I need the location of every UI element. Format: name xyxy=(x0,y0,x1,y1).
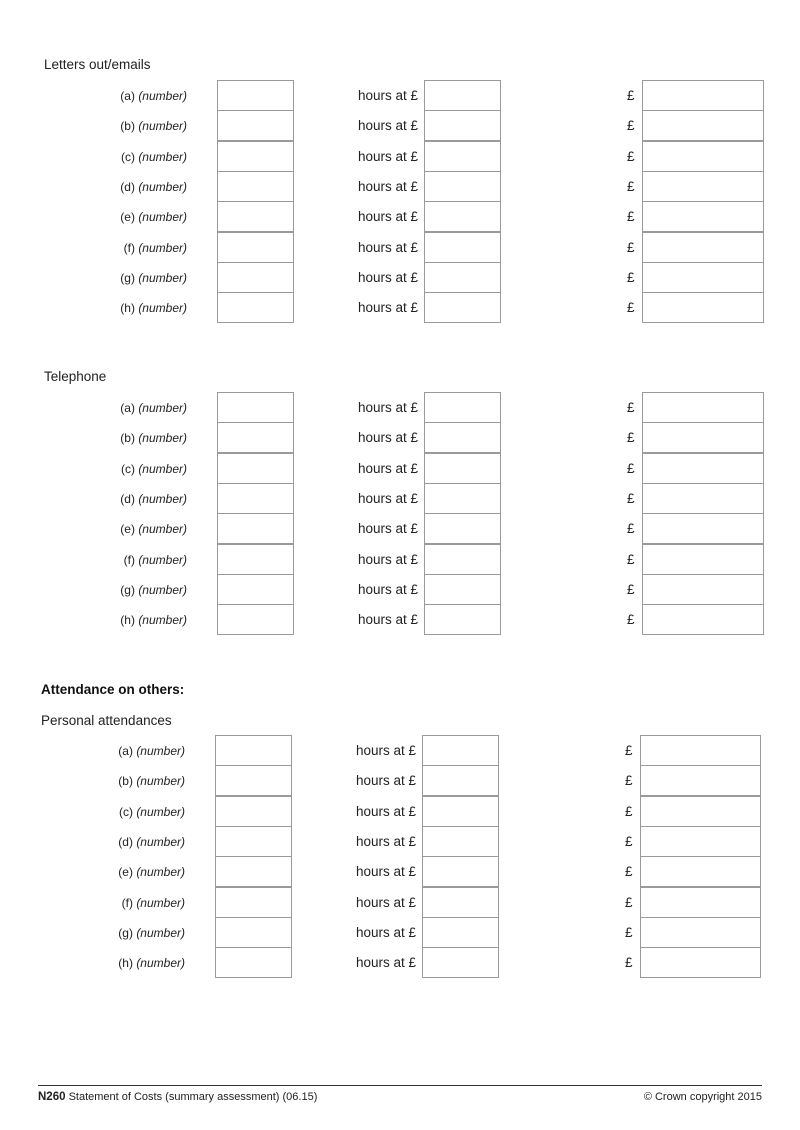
row-hint: (number) xyxy=(138,553,187,567)
row-letter: (b) xyxy=(118,774,133,788)
hours-at-label: hours at £ xyxy=(356,925,417,940)
hourly-rate-input[interactable] xyxy=(422,947,499,978)
row-label xyxy=(37,89,187,103)
hours-at-label: hours at £ xyxy=(358,400,419,415)
row-label xyxy=(35,926,185,940)
row-letter: (d) xyxy=(120,492,135,506)
footer-form-label xyxy=(38,1091,317,1103)
amount-input[interactable] xyxy=(642,574,764,605)
hourly-rate-input[interactable] xyxy=(424,201,501,232)
amount-input[interactable] xyxy=(642,80,764,111)
row-hint: (number) xyxy=(136,956,185,970)
amount-input[interactable] xyxy=(642,544,764,575)
hourly-rate-input[interactable] xyxy=(424,604,501,635)
hours-at-label: hours at £ xyxy=(356,773,417,788)
row-letter: (a) xyxy=(120,401,135,415)
amount-input[interactable] xyxy=(642,141,764,172)
row-letter: (c) xyxy=(120,150,135,164)
row-hint: (number) xyxy=(138,89,187,103)
number-input[interactable] xyxy=(217,453,294,484)
hourly-rate-input[interactable] xyxy=(424,232,501,263)
pound-sign: £ xyxy=(627,300,635,315)
number-input[interactable] xyxy=(215,917,292,948)
row-letter: (c) xyxy=(120,462,135,476)
number-input[interactable] xyxy=(215,887,292,918)
row-hint: (number) xyxy=(138,150,187,164)
amount-input[interactable] xyxy=(640,887,761,918)
hours-at-label: hours at £ xyxy=(358,209,419,224)
row-hint: (number) xyxy=(136,865,185,879)
footer-copyright: © Crown copyright 2015 xyxy=(643,1091,762,1103)
section-title-telephone: Telephone xyxy=(44,369,107,384)
hourly-rate-input[interactable] xyxy=(422,917,499,948)
row-hint: (number) xyxy=(138,119,187,133)
pound-sign: £ xyxy=(625,955,633,970)
amount-input[interactable] xyxy=(642,453,764,484)
number-input[interactable] xyxy=(217,110,294,141)
row-letter: (b) xyxy=(120,119,135,133)
row-hint: (number) xyxy=(136,744,185,758)
hours-at-label: hours at £ xyxy=(358,179,419,194)
number-input[interactable] xyxy=(215,796,292,827)
row-letter: (d) xyxy=(118,835,133,849)
row-letter: (g) xyxy=(120,583,135,597)
row-hint: (number) xyxy=(138,301,187,315)
row-label xyxy=(37,271,187,285)
number-input[interactable] xyxy=(217,232,294,263)
amount-input[interactable] xyxy=(640,826,761,857)
hours-at-label: hours at £ xyxy=(358,582,419,597)
row-letter: (c) xyxy=(118,805,133,819)
pound-sign: £ xyxy=(627,209,635,224)
number-input[interactable] xyxy=(215,765,292,796)
row-label xyxy=(35,744,185,758)
pound-sign: £ xyxy=(625,925,633,940)
row-label xyxy=(37,553,187,567)
row-label xyxy=(37,180,187,194)
pound-sign: £ xyxy=(627,88,635,103)
amount-input[interactable] xyxy=(642,604,764,635)
hourly-rate-input[interactable] xyxy=(424,141,501,172)
hourly-rate-input[interactable] xyxy=(424,392,501,423)
number-input[interactable] xyxy=(217,513,294,544)
hours-at-label: hours at £ xyxy=(358,612,419,627)
amount-input[interactable] xyxy=(640,765,761,796)
section-heading-attendance: Attendance on others: xyxy=(41,682,185,697)
amount-input[interactable] xyxy=(642,262,764,293)
number-input[interactable] xyxy=(217,262,294,293)
row-letter: (h) xyxy=(120,301,135,315)
amount-input[interactable] xyxy=(642,171,764,202)
row-letter: (g) xyxy=(118,926,133,940)
hours-at-label: hours at £ xyxy=(356,864,417,879)
row-letter: (f) xyxy=(123,241,135,255)
hourly-rate-input[interactable] xyxy=(424,110,501,141)
hourly-rate-input[interactable] xyxy=(424,80,501,111)
hours-at-label: hours at £ xyxy=(358,461,419,476)
hours-at-label: hours at £ xyxy=(358,118,419,133)
row-hint: (number) xyxy=(136,896,185,910)
pound-sign: £ xyxy=(627,461,635,476)
row-label xyxy=(37,150,187,164)
row-label xyxy=(37,119,187,133)
row-letter: (e) xyxy=(120,210,135,224)
hourly-rate-input[interactable] xyxy=(424,171,501,202)
pound-sign: £ xyxy=(625,804,633,819)
hours-at-label: hours at £ xyxy=(358,149,419,164)
hours-at-label: hours at £ xyxy=(358,521,419,536)
pound-sign: £ xyxy=(625,895,633,910)
pound-sign: £ xyxy=(625,773,633,788)
row-hint: (number) xyxy=(136,774,185,788)
hours-at-label: hours at £ xyxy=(358,300,419,315)
amount-input[interactable] xyxy=(642,392,764,423)
hourly-rate-input[interactable] xyxy=(422,796,499,827)
row-label xyxy=(35,774,185,788)
hourly-rate-input[interactable] xyxy=(424,483,501,514)
hourly-rate-input[interactable] xyxy=(422,735,499,766)
section-title-personal-attendances: Personal attendances xyxy=(41,713,172,728)
amount-input[interactable] xyxy=(642,513,764,544)
hourly-rate-input[interactable] xyxy=(424,262,501,293)
row-letter: (h) xyxy=(120,613,135,627)
number-input[interactable] xyxy=(217,574,294,605)
hourly-rate-input[interactable] xyxy=(424,292,501,323)
hours-at-label: hours at £ xyxy=(356,804,417,819)
row-hint: (number) xyxy=(138,613,187,627)
row-hint: (number) xyxy=(138,431,187,445)
row-hint: (number) xyxy=(138,241,187,255)
row-letter: (h) xyxy=(118,956,133,970)
row-label xyxy=(37,301,187,315)
pound-sign: £ xyxy=(627,521,635,536)
row-label xyxy=(37,241,187,255)
pound-sign: £ xyxy=(625,864,633,879)
row-hint: (number) xyxy=(138,492,187,506)
pound-sign: £ xyxy=(627,430,635,445)
row-letter: (f) xyxy=(123,553,135,567)
hourly-rate-input[interactable] xyxy=(424,544,501,575)
amount-input[interactable] xyxy=(640,947,761,978)
hourly-rate-input[interactable] xyxy=(424,422,501,453)
number-input[interactable] xyxy=(217,292,294,323)
number-input[interactable] xyxy=(215,826,292,857)
hourly-rate-input[interactable] xyxy=(424,453,501,484)
row-hint: (number) xyxy=(138,210,187,224)
pound-sign: £ xyxy=(627,270,635,285)
row-hint: (number) xyxy=(138,583,187,597)
row-letter: (d) xyxy=(120,180,135,194)
hours-at-label: hours at £ xyxy=(358,88,419,103)
pound-sign: £ xyxy=(627,149,635,164)
number-input[interactable] xyxy=(215,735,292,766)
number-input[interactable] xyxy=(215,947,292,978)
amount-input[interactable] xyxy=(640,917,761,948)
footer-form-code: N260 xyxy=(38,1091,66,1103)
hours-at-label: hours at £ xyxy=(358,270,419,285)
row-letter: (b) xyxy=(120,431,135,445)
number-input[interactable] xyxy=(217,80,294,111)
row-hint: (number) xyxy=(138,522,187,536)
pound-sign: £ xyxy=(627,400,635,415)
pound-sign: £ xyxy=(625,834,633,849)
row-label xyxy=(37,522,187,536)
row-letter: (a) xyxy=(118,744,133,758)
row-hint: (number) xyxy=(138,401,187,415)
number-input[interactable] xyxy=(217,422,294,453)
amount-input[interactable] xyxy=(642,232,764,263)
amount-input[interactable] xyxy=(640,856,761,887)
number-input[interactable] xyxy=(217,604,294,635)
row-label xyxy=(35,896,185,910)
row-letter: (e) xyxy=(118,865,133,879)
hours-at-label: hours at £ xyxy=(358,552,419,567)
pound-sign: £ xyxy=(627,582,635,597)
row-label xyxy=(37,431,187,445)
row-hint: (number) xyxy=(136,805,185,819)
pound-sign: £ xyxy=(627,491,635,506)
footer-rule xyxy=(38,1085,762,1086)
hourly-rate-input[interactable] xyxy=(422,887,499,918)
row-label xyxy=(35,805,185,819)
pound-sign: £ xyxy=(627,552,635,567)
hourly-rate-input[interactable] xyxy=(424,513,501,544)
hourly-rate-input[interactable] xyxy=(422,856,499,887)
row-label xyxy=(37,492,187,506)
row-letter: (e) xyxy=(120,522,135,536)
section-title-letters: Letters out/emails xyxy=(44,57,151,72)
pound-sign: £ xyxy=(627,118,635,133)
row-hint: (number) xyxy=(136,926,185,940)
row-label xyxy=(37,210,187,224)
number-input[interactable] xyxy=(217,141,294,172)
footer-form-title: Statement of Costs (summary assessment) (06.15) xyxy=(68,1091,318,1103)
row-hint: (number) xyxy=(138,271,187,285)
row-label xyxy=(37,401,187,415)
hours-at-label: hours at £ xyxy=(356,834,417,849)
row-letter: (f) xyxy=(121,896,133,910)
pound-sign: £ xyxy=(625,743,633,758)
row-hint: (number) xyxy=(136,835,185,849)
number-input[interactable] xyxy=(217,201,294,232)
row-label xyxy=(35,956,185,970)
row-label xyxy=(37,583,187,597)
hours-at-label: hours at £ xyxy=(358,240,419,255)
hours-at-label: hours at £ xyxy=(358,491,419,506)
amount-input[interactable] xyxy=(642,483,764,514)
hours-at-label: hours at £ xyxy=(358,430,419,445)
hours-at-label: hours at £ xyxy=(356,895,417,910)
number-input[interactable] xyxy=(217,392,294,423)
row-hint: (number) xyxy=(138,180,187,194)
row-label xyxy=(37,613,187,627)
pound-sign: £ xyxy=(627,179,635,194)
pound-sign: £ xyxy=(627,612,635,627)
number-input[interactable] xyxy=(215,856,292,887)
hours-at-label: hours at £ xyxy=(356,955,417,970)
row-label xyxy=(37,462,187,476)
row-label xyxy=(35,865,185,879)
row-label xyxy=(35,835,185,849)
pound-sign: £ xyxy=(627,240,635,255)
amount-input[interactable] xyxy=(642,292,764,323)
amount-input[interactable] xyxy=(642,422,764,453)
amount-input[interactable] xyxy=(640,735,761,766)
number-input[interactable] xyxy=(217,483,294,514)
number-input[interactable] xyxy=(217,544,294,575)
hourly-rate-input[interactable] xyxy=(424,574,501,605)
row-letter: (a) xyxy=(120,89,135,103)
hours-at-label: hours at £ xyxy=(356,743,417,758)
row-hint: (number) xyxy=(138,462,187,476)
amount-input[interactable] xyxy=(642,201,764,232)
hourly-rate-input[interactable] xyxy=(422,765,499,796)
number-input[interactable] xyxy=(217,171,294,202)
amount-input[interactable] xyxy=(640,796,761,827)
hourly-rate-input[interactable] xyxy=(422,826,499,857)
amount-input[interactable] xyxy=(642,110,764,141)
row-letter: (g) xyxy=(120,271,135,285)
